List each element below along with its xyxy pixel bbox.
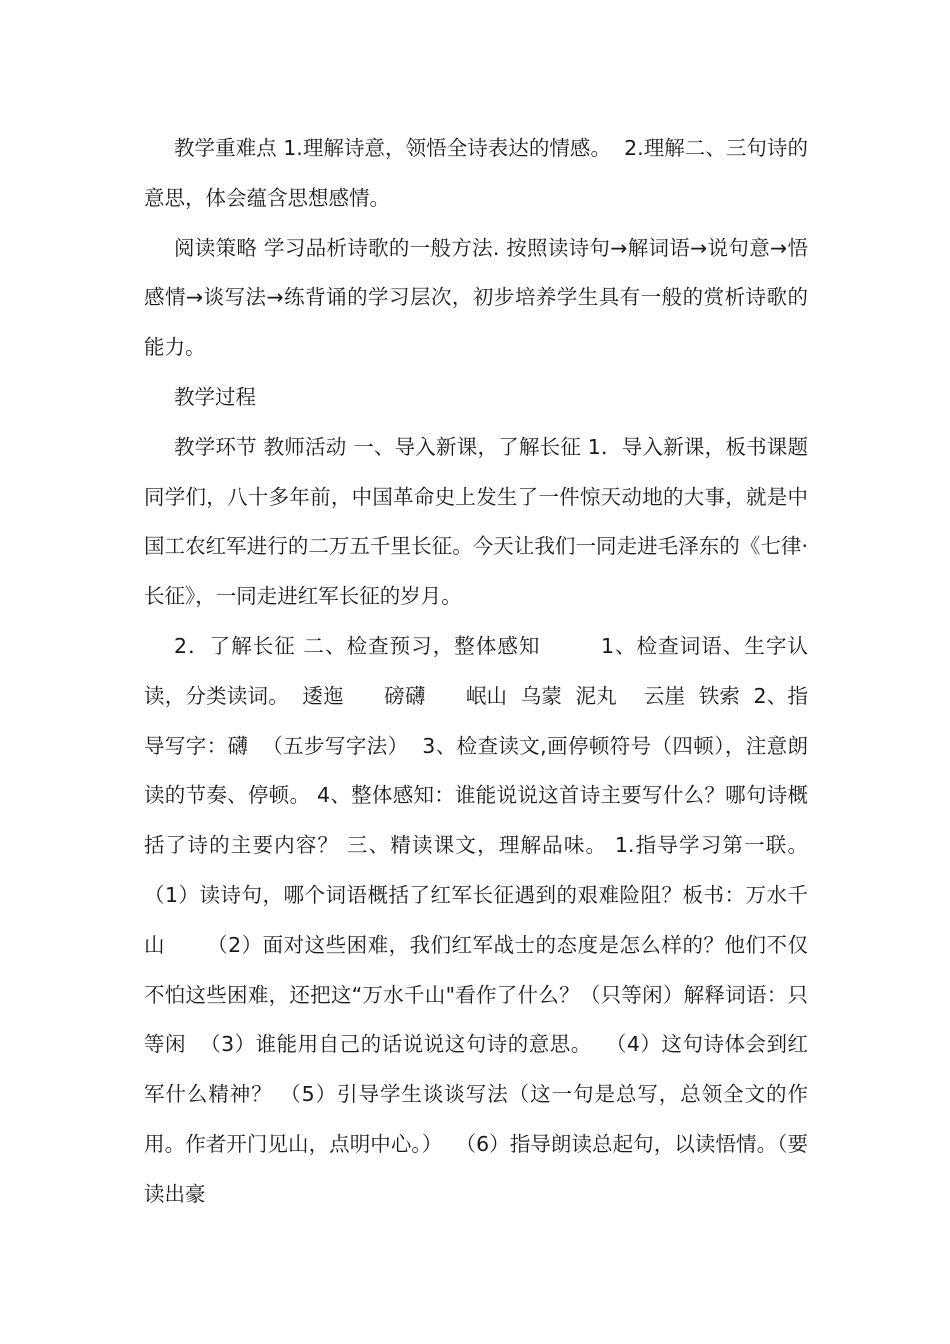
paragraph-key-points: 教学重难点 1.理解诗意，领悟全诗表达的情感。 2.理解二、三句诗的意思，体会蕴含思想感情。: [144, 136, 808, 210]
paragraph-reading-strategy: 阅读策略 学习品析诗歌的一般方法. 按照读诗句→解词语→说句意→悟感情→谈写法→练背诵的学习层次，初步培养学生具有一般的赏析诗歌的能力。: [144, 235, 808, 360]
paragraph-introduction: 教学环节 教师活动 一、导入新课，了解长征 1．导入新课，板书课题 同学们，八十多年前，中国革命史上发生了一件惊天动地的大事，就是中国工农红军进行的二万五千里长征。今天让我们一同走进毛泽东的《七律·长征》，一同走进红军长征的岁月。: [144, 434, 815, 609]
document-body: [144, 124, 815, 1220]
paragraph-preview-and-reading: 2．了解长征 二、检查预习，整体感知 1、检查词语、生字认读，分类读词。 逶迤 磅礴 岷山 乌蒙 泥丸 云崖 铁索 2、指导写字：礴 （五步写字法） 3、检查读文,画停顿符号（四顿），注意朗读的节奏、停顿。 4、整体感知：谁能说说这首诗主要写什么？哪句诗概括了诗的主要内容？ 三、精读课文，理解品味。 1.指导学习第一联。 （1）读诗句，哪个词语概括了红军长征遇到的艰难险阻？板书：万水千山 （2）面对这些困难，我们红军战士的态度是怎么样的？他们不仅不怕这些困难，还把这“万水千山"看作了什么？（只等闲）解释词语：只等闲 （3）谁能用自己的话说说这句诗的意思。 （4）这句诗体会到红军什么精神？ （5）引导学生谈谈写法（这一句是总写，总领全文的作用。作者开门见山，点明中心。） （6）指导朗读总起句，以读悟情。（要读出豪: [144, 633, 815, 1206]
paragraph-teaching-process-heading: 教学过程: [174, 384, 256, 409]
